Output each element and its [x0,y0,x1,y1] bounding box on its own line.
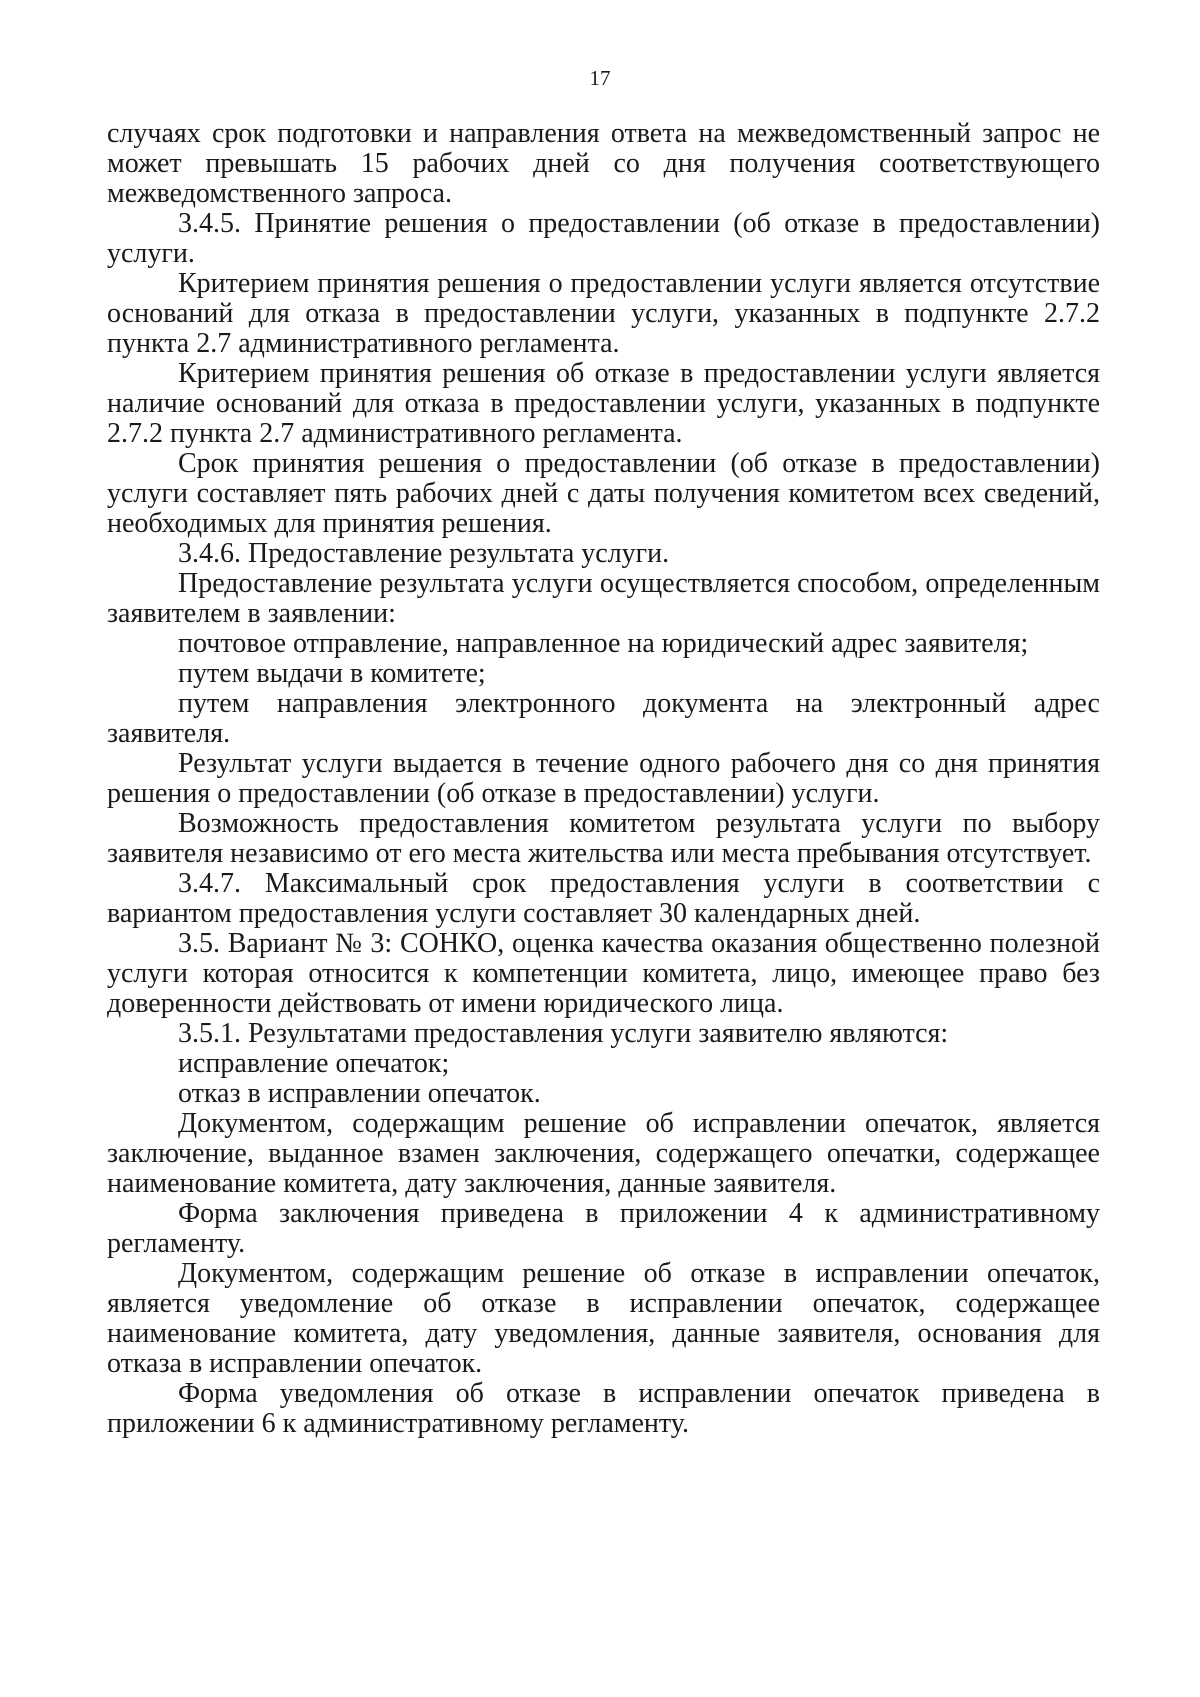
list-item: почтовое отправление, направленное на юридический адрес заявителя; [178,628,1029,659]
document-body [107,119,1100,1439]
section-heading-3-5-1: 3.5.1. Результатами предоставления услуги заявителю являются: [178,1018,949,1049]
paragraph: Критерием принятия решения об отказе в предоставлении услуги является наличие оснований для отказа в предоставлении услуги, указанных в подпункте 2.7.2 пункта 2.7 административного регламента. [107,358,1100,449]
paragraph: Возможность предоставления комитетом результата услуги по выбору заявителя независимо от его места жительства или места пребывания отсутствует. [107,808,1100,869]
paragraph: Предоставление результата услуги осуществляется способом, определенным заявителем в заявлении: [107,568,1100,629]
page-number: 17 [589,66,611,90]
section-heading-3-4-7: 3.4.7. Максимальный срок предоставления услуги в соответствии с вариантом предоставления услуги составляет 30 календарных дней. [107,868,1100,929]
list-item: отказ в исправлении опечаток. [178,1078,541,1109]
paragraph: Документом, содержащим решение об исправлении опечаток, является заключение, выданное взамен заключения, содержащего опечатки, содержащее наименование комитета, дату заключения, данные заявителя. [107,1108,1100,1199]
list-item: исправление опечаток; [178,1048,450,1079]
paragraph: Критерием принятия решения о предоставлении услуги является отсутствие оснований для отказа в предоставлении услуги, указанных в подпункте 2.7.2 пункта 2.7 административного регламента. [107,268,1100,359]
paragraph: Результат услуги выдается в течение одного рабочего дня со дня принятия решения о предоставлении (об отказе в предоставлении) услуги. [107,748,1100,809]
paragraph: Форма заключения приведена в приложении 4 к административному регламенту. [107,1198,1100,1259]
list-item: путем выдачи в комитете; [178,658,486,689]
section-heading-3-5: 3.5. Вариант № 3: СОНКО, оценка качества оказания общественно полезной услуги которая относится к компетенции комитета, лицо, имеющее право без доверенности действовать от имени юридического лица. [107,928,1100,1019]
list-item: путем направления электронного документа на электронный адрес заявителя. [107,688,1100,749]
paragraph: Срок принятия решения о предоставлении (об отказе в предоставлении) услуги составляет пять рабочих дней с даты получения комитетом всех сведений, необходимых для принятия решения. [107,448,1100,539]
section-heading-3-4-6: 3.4.6. Предоставление результата услуги. [178,538,670,569]
paragraph: случаях срок подготовки и направления ответа на межведомственный запрос не может превышать 15 рабочих дней со дня получения соответствующего межведомственного запроса. [107,118,1100,209]
paragraph: Документом, содержащим решение об отказе в исправлении опечаток, является уведомление об отказе в исправлении опечаток, содержащее наименование комитета, дату уведомления, данные заявителя, основания для отказа в исправлении опечаток. [107,1258,1100,1379]
paragraph: Форма уведомления об отказе в исправлении опечаток приведена в приложении 6 к административному регламенту. [107,1378,1100,1439]
section-heading-3-4-5: 3.4.5. Принятие решения о предоставлении (об отказе в предоставлении) услуги. [107,208,1100,269]
